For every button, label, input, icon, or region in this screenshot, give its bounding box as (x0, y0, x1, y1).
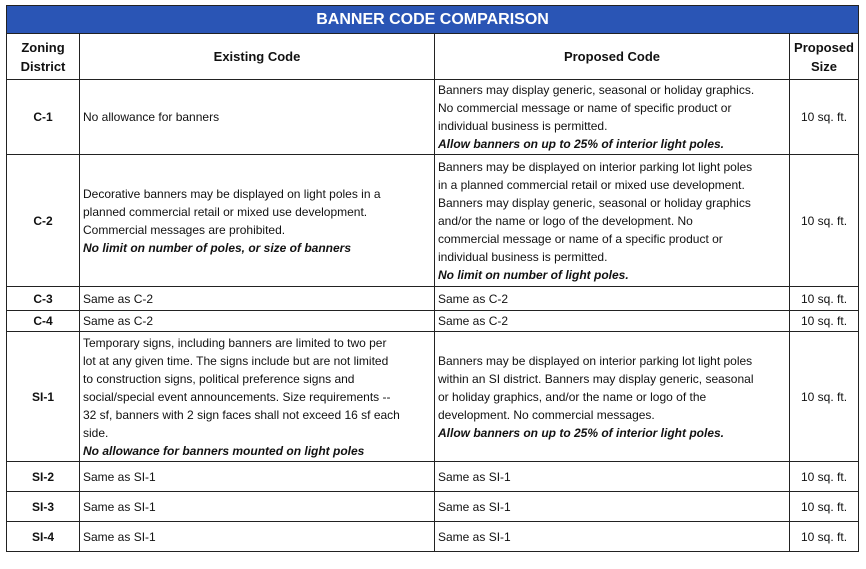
existing-code-cell (80, 462, 435, 492)
proposed-code-text-line: Same as C-2 (438, 291, 509, 306)
existing-code-cell (80, 522, 435, 552)
proposed-code-text-line: individual business is permitted. (438, 249, 608, 264)
header-row (7, 34, 859, 80)
zoning-district-cell: SI-4 (7, 522, 80, 552)
existing-code-text-line: to construction signs, political preference signs and (83, 371, 355, 386)
header-proposed-size (790, 34, 859, 80)
existing-code-text-line: Same as C-2 (83, 291, 154, 306)
header-proposed-code: Proposed Code (435, 34, 790, 80)
banner-code-table (6, 5, 859, 552)
proposed-code-emphasis: No limit on number of light poles. (438, 267, 629, 282)
table-body (7, 80, 859, 552)
proposed-size-cell: 10 sq. ft. (790, 332, 859, 462)
header-size-line2: Size (811, 58, 838, 74)
zoning-district-cell: SI-2 (7, 462, 80, 492)
proposed-code-text-line: Same as SI-1 (438, 529, 511, 544)
proposed-code-text-line: development. No commercial messages. (438, 407, 655, 422)
proposed-code-cell (435, 332, 790, 462)
proposed-code-text-line: Same as SI-1 (438, 469, 511, 484)
existing-code-text-line: No allowance for banners (83, 110, 220, 124)
existing-code-text-line: Same as SI-1 (83, 499, 156, 514)
proposed-code-cell (435, 155, 790, 287)
existing-code-cell (80, 311, 435, 332)
proposed-code-text-line: No commercial message or name of specific product or (438, 101, 732, 115)
table-row (7, 80, 859, 155)
existing-code-cell (80, 155, 435, 287)
proposed-code-text-line: within an SI district. Banners may display generic, seasonal (438, 371, 754, 386)
proposed-code-cell (435, 80, 790, 155)
existing-code-text-line: planned commercial retail or mixed use development. (83, 204, 368, 219)
zoning-district-cell: C-3 (7, 287, 80, 311)
table-row (7, 462, 859, 492)
existing-code-cell (80, 332, 435, 462)
proposed-code-text-line: Banners may display generic, seasonal or holiday graphics. (438, 83, 755, 97)
table-title: BANNER CODE COMPARISON (7, 6, 859, 34)
existing-code-text-line: side. (83, 425, 109, 440)
proposed-code-text-line: or holiday graphics, and/or the name or logo of the (438, 389, 707, 404)
table-row (7, 522, 859, 552)
proposed-size-cell: 10 sq. ft. (790, 287, 859, 311)
existing-code-cell (80, 80, 435, 155)
proposed-code-emphasis: Allow banners on up to 25% of interior light poles. (438, 137, 725, 151)
header-size-line1: Proposed (794, 39, 854, 55)
existing-code-cell (80, 287, 435, 311)
existing-code-text-line: 32 sf, banners with 2 sign faces shall not exceed 16 sf each (83, 407, 400, 422)
proposed-code-emphasis: Allow banners on up to 25% of interior light poles. (438, 425, 725, 440)
existing-code-cell (80, 492, 435, 522)
proposed-code-text-line: Banners may display generic, seasonal or holiday graphics (438, 195, 751, 210)
proposed-size-cell: 10 sq. ft. (790, 155, 859, 287)
table-row (7, 311, 859, 332)
existing-code-text-line: Commercial messages are prohibited. (83, 222, 286, 237)
proposed-code-text-line: Same as C-2 (438, 314, 509, 328)
zoning-district-cell: SI-3 (7, 492, 80, 522)
existing-code-text-line: social/special event announcements. Size requirements -- (83, 389, 391, 404)
proposed-code-text-line: commercial message or name of a specific product or (438, 231, 723, 246)
existing-code-text-line: Same as SI-1 (83, 529, 156, 544)
proposed-size-cell: 10 sq. ft. (790, 311, 859, 332)
existing-code-text-line: Decorative banners may be displayed on light poles in a (83, 186, 381, 201)
header-zoning-district (7, 34, 80, 80)
table-row (7, 492, 859, 522)
existing-code-emphasis: No allowance for banners mounted on light poles (83, 443, 365, 458)
proposed-code-cell (435, 462, 790, 492)
proposed-code-text-line: and/or the name or logo of the development. No (438, 213, 693, 228)
zoning-district-cell: SI-1 (7, 332, 80, 462)
proposed-size-cell: 10 sq. ft. (790, 80, 859, 155)
proposed-code-text-line: Banners may be displayed on interior parking lot light poles (438, 353, 753, 368)
existing-code-text-line: Temporary signs, including banners are limited to two per (83, 335, 387, 350)
zoning-district-cell: C-1 (7, 80, 80, 155)
existing-code-text-line: Same as C-2 (83, 314, 154, 328)
header-zoning-line2: District (20, 58, 66, 74)
zoning-district-cell: C-4 (7, 311, 80, 332)
existing-code-emphasis: No limit on number of poles, or size of banners (83, 240, 352, 255)
comparison-table-wrapper (6, 5, 858, 552)
proposed-size-cell: 10 sq. ft. (790, 492, 859, 522)
table-row (7, 287, 859, 311)
proposed-code-cell (435, 311, 790, 332)
table-row (7, 332, 859, 462)
proposed-size-cell: 10 sq. ft. (790, 462, 859, 492)
proposed-code-text-line: Banners may be displayed on interior parking lot light poles (438, 159, 753, 174)
proposed-code-cell (435, 287, 790, 311)
zoning-district-cell: C-2 (7, 155, 80, 287)
proposed-code-cell (435, 522, 790, 552)
proposed-code-cell (435, 492, 790, 522)
existing-code-text-line: Same as SI-1 (83, 469, 156, 484)
proposed-code-text-line: Same as SI-1 (438, 499, 511, 514)
proposed-size-cell: 10 sq. ft. (790, 522, 859, 552)
header-existing-code: Existing Code (80, 34, 435, 80)
proposed-code-text-line: individual business is permitted. (438, 119, 608, 133)
header-zoning-line1: Zoning (21, 39, 65, 55)
existing-code-text-line: lot at any given time. The signs include but are not limited (83, 353, 389, 368)
table-row (7, 155, 859, 287)
proposed-code-text-line: in a planned commercial retail or mixed use development. (438, 177, 745, 192)
